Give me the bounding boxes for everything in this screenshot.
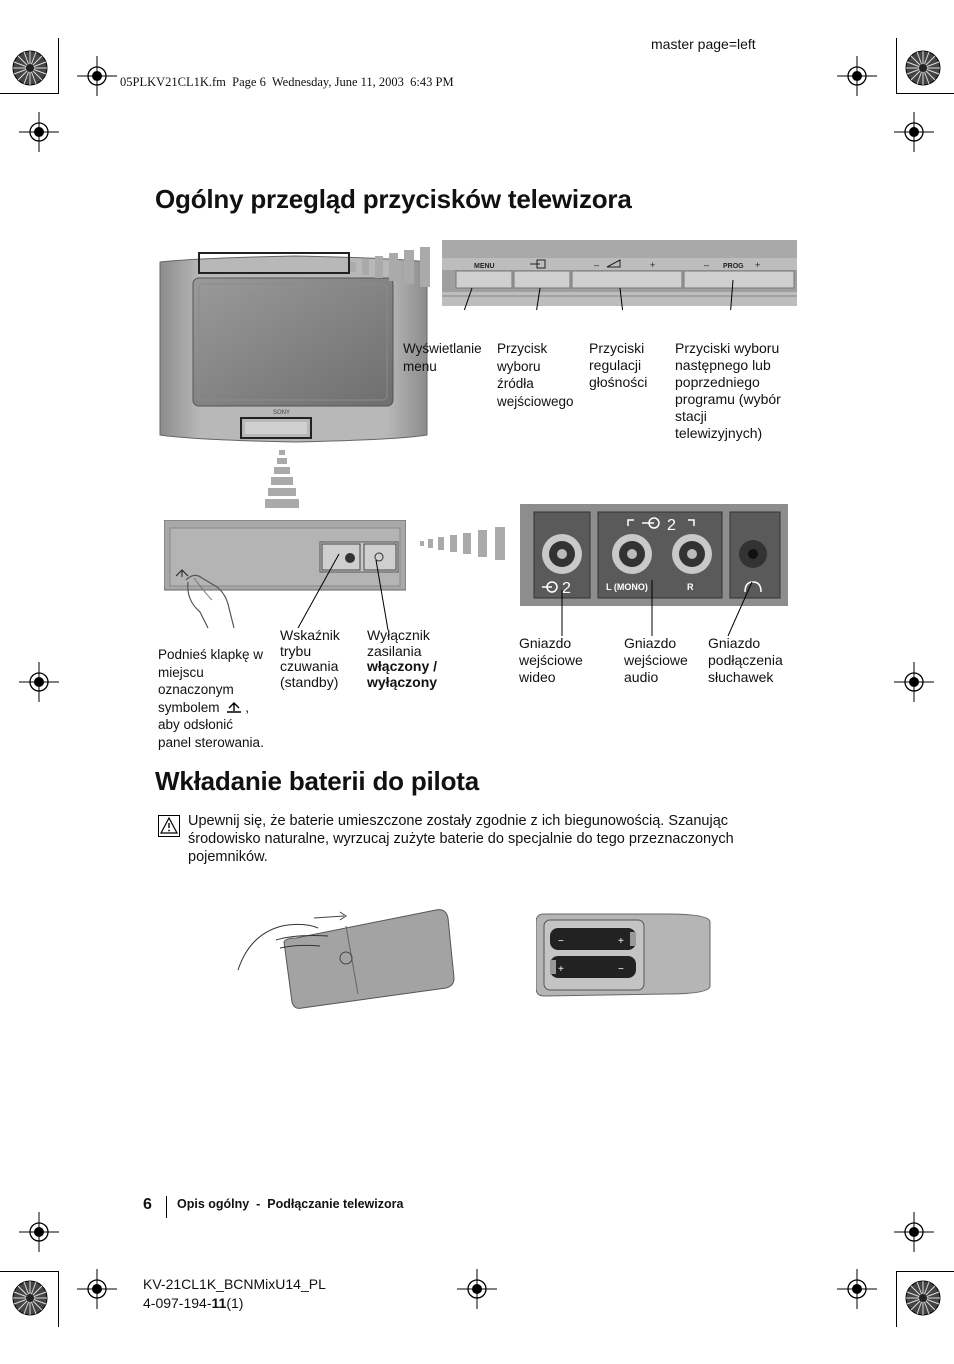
tv-brand: SONY [273, 410, 291, 416]
footer-code: 4-097-194-11(1) [143, 1295, 244, 1311]
svg-text:+: + [755, 260, 761, 270]
label-headphones: Gniazdo podłączenia słuchawek [708, 635, 783, 685]
label-program: Przyciski wyboru następnego lub poprzedniego programu (wybór stacji telewizyjnych) [675, 340, 781, 441]
footer-model: KV-21CL1K_BCNMixU14_PL [143, 1276, 326, 1292]
svg-text:+: + [618, 936, 624, 947]
remote-batteries [536, 912, 711, 1002]
footer-breadcrumb: Opis ogólny - Podłączanie telewizora [177, 1197, 404, 1211]
svg-text:−: − [558, 936, 564, 947]
master-page-label: master page=left [651, 36, 756, 52]
label-volume: Przyciski regulacji głośności [589, 340, 648, 390]
label-audio-in: Gniazdo wejściowe audio [624, 635, 688, 685]
svg-text:–: – [704, 260, 710, 270]
warning-icon [158, 815, 180, 837]
warning-text: Upewnij się, że baterie umieszczone zostały zgodnie z ich biegunowością. Szanując środowisko naturalne, wyrzucaj zużyte baterie do specjalnie do tego przeznaczonych pojemników. [188, 813, 734, 865]
svg-text:–: – [594, 260, 600, 270]
svg-text:+: + [558, 964, 564, 975]
remote-cover-slide [236, 904, 456, 1014]
label-video-in: Gniazdo wejściowe wideo [519, 635, 583, 685]
zoom-stripes-top [348, 244, 438, 294]
label-input-select: Przycisk wyboru źródła wejściowego [497, 341, 574, 409]
svg-text:−: − [618, 964, 624, 975]
zoom-stripes-down [262, 448, 302, 516]
label-standby: Wskaźnik trybu czuwania (standby) [280, 627, 340, 690]
zoom-stripes-side [418, 524, 518, 564]
section-title-batteries: Wkładanie baterii do pilota [155, 766, 479, 796]
label-power: Wyłącznik zasilania włączony / wyłączony [367, 627, 438, 690]
slide-arrow-icon [314, 912, 346, 920]
menu-key-label: MENU [474, 263, 495, 270]
flap-symbol-icon [225, 701, 243, 713]
control-flap [164, 520, 406, 630]
label-menu-display: Wyświetlanie menu [403, 341, 482, 374]
file-info: 05PLKV21CL1K.fm Page 6 Wednesday, June 11, 2003 6:43 PM [120, 75, 454, 89]
jack-left-label: L (MONO) [606, 582, 648, 592]
jack-right-label: R [687, 582, 694, 592]
jack-bracket-number: 2 [667, 517, 676, 534]
footer-divider [166, 1196, 167, 1218]
prog-key-label: PROG [723, 263, 744, 270]
front-panel-buttons [442, 240, 797, 310]
page-number: 6 [143, 1196, 152, 1213]
jack-input-number: 2 [562, 580, 571, 597]
label-lift-flap: Podnieś klapkę w miejscu oznaczonym symbolem , aby odsłonić panel sterowania. [158, 647, 264, 750]
section-title-buttons: Ogólny przegląd przycisków telewizora [155, 184, 632, 214]
jack-leaders [520, 560, 788, 638]
svg-text:+: + [650, 260, 656, 270]
